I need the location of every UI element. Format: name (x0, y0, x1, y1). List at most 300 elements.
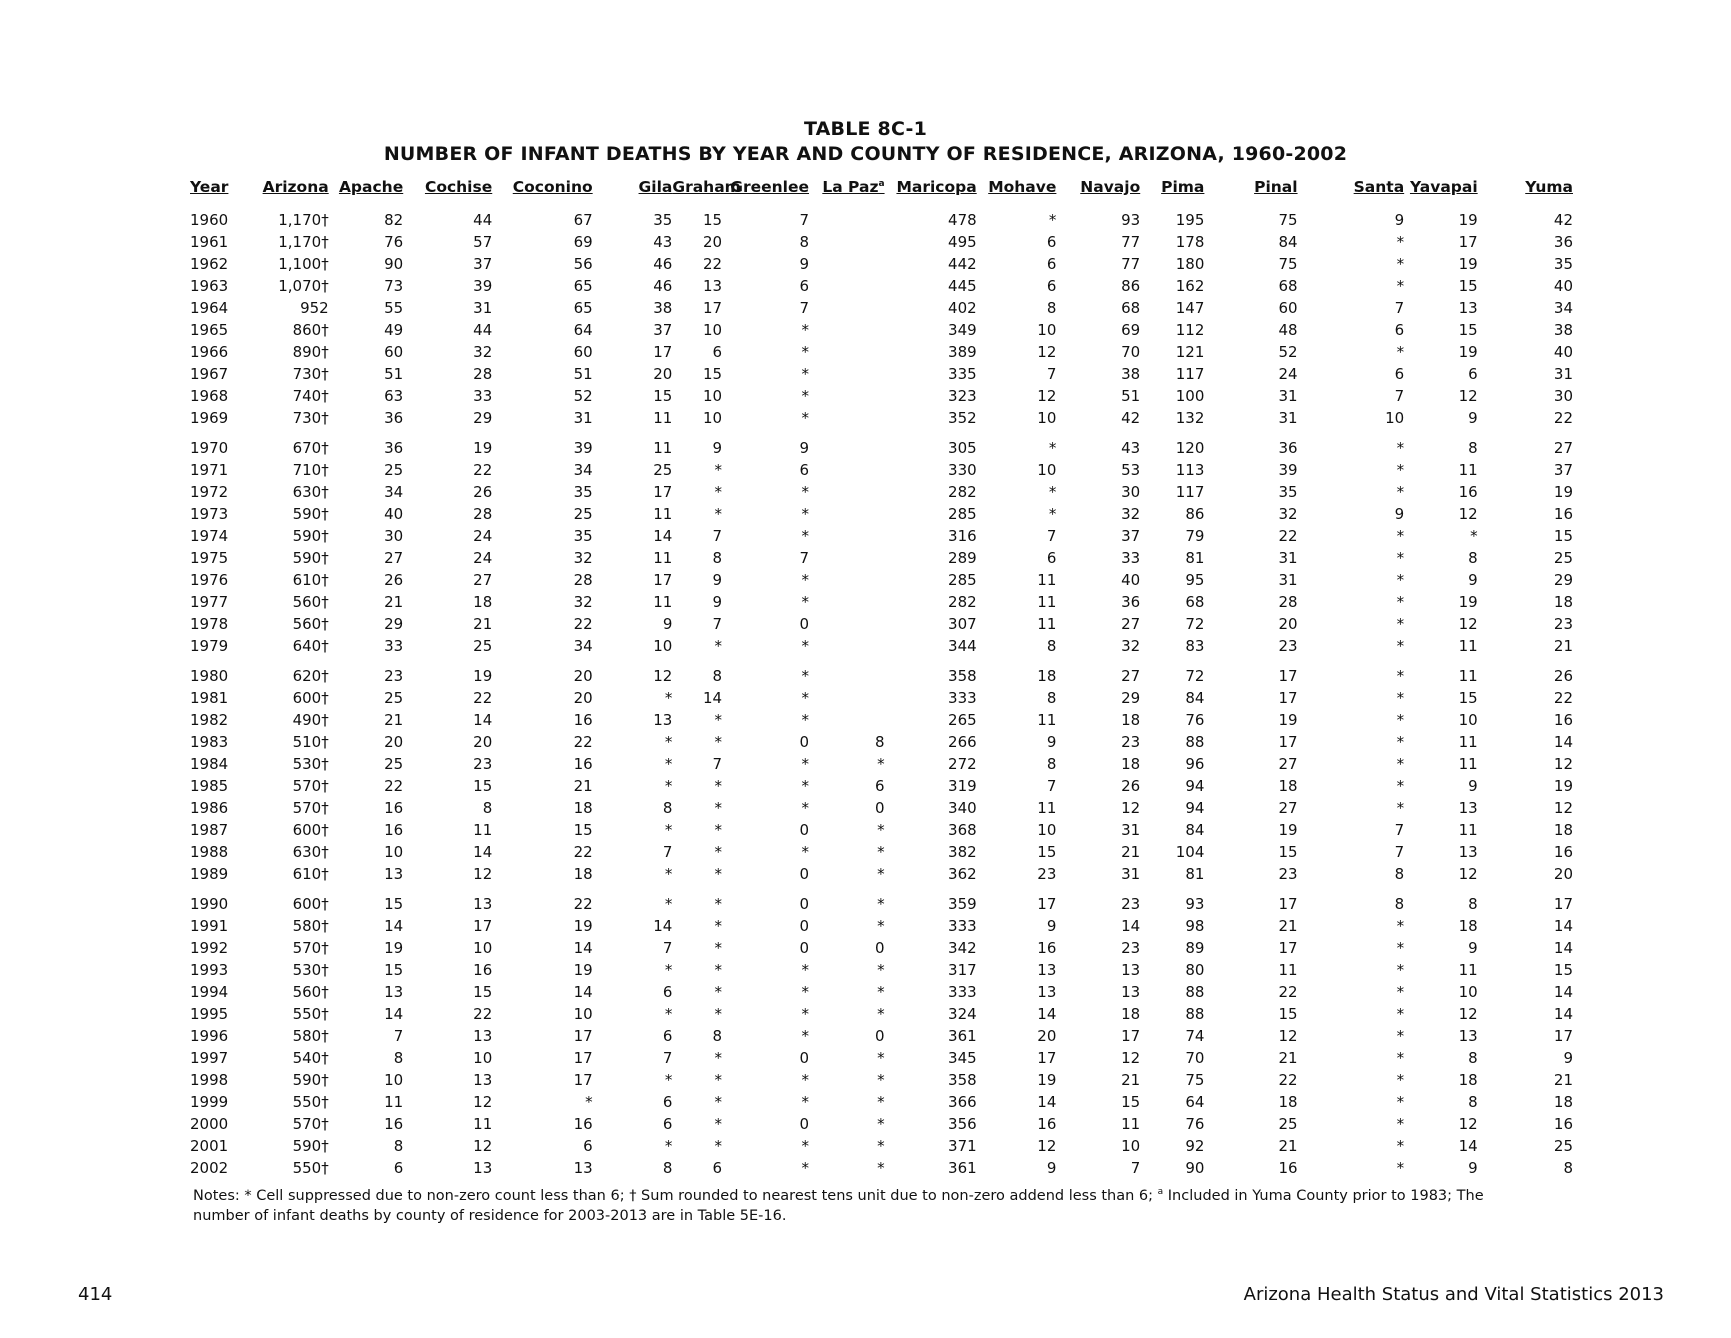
count-cell: * (801, 755, 809, 773)
count-cell: 9 (1468, 571, 1478, 589)
count-cell: 0 (875, 939, 885, 957)
year-cell: 1988 (190, 843, 229, 861)
count-cell: 12 (1458, 615, 1478, 633)
table-row (190, 893, 1573, 915)
count-cell: 17 (1121, 1027, 1141, 1045)
count-cell: 317 (948, 961, 977, 979)
count-cell: 12 (1121, 799, 1141, 817)
count-cell: * (714, 711, 723, 729)
count-cell: 20 (473, 733, 493, 751)
count-cell: 117 (1175, 365, 1205, 383)
count-cell (809, 687, 885, 709)
count-cell: 0 (799, 615, 809, 633)
count-cell: 17 (573, 1049, 593, 1067)
count-cell: 20 (1553, 865, 1573, 883)
count-cell (809, 231, 885, 253)
count-cell: 22 (473, 689, 493, 707)
count-cell: 11 (1037, 571, 1057, 589)
count-cell: 445 (948, 277, 977, 295)
count-cell: 6 (712, 343, 723, 361)
count-cell: 34 (573, 461, 593, 479)
count-cell: 371 (948, 1137, 977, 1155)
count-cell: 16 (384, 1115, 404, 1133)
count-cell: 10 (1458, 711, 1478, 729)
count-cell: 22 (573, 615, 593, 633)
count-cell: 8 (875, 733, 885, 751)
count-cell: 68 (1185, 593, 1205, 611)
count-cell: * (1396, 549, 1405, 567)
column-header-mohave: Mohave (988, 178, 1057, 196)
count-cell: 37 (1121, 527, 1141, 545)
count-cell: 7 (799, 211, 809, 229)
count-cell: 305 (948, 439, 977, 457)
count-cell: 52 (1278, 343, 1298, 361)
column-header-gila: Gila (638, 178, 673, 196)
count-cell: 362 (948, 865, 977, 883)
count-cell: 32 (1121, 637, 1141, 655)
count-cell: 15 (653, 387, 673, 405)
table-body (190, 200, 1573, 1179)
count-cell: 21 (1278, 1049, 1298, 1067)
count-cell: 79 (1185, 527, 1205, 545)
count-cell: 35 (653, 211, 673, 229)
count-cell: 8 (1046, 755, 1057, 773)
count-cell: * (714, 777, 723, 795)
publication-title: Arizona Health Status and Vital Statistics 2013 (1243, 1284, 1664, 1305)
count-cell: 22 (1278, 1071, 1298, 1089)
count-cell: 11 (1278, 961, 1298, 979)
count-cell: 12 (1037, 387, 1057, 405)
count-cell: * (801, 799, 809, 817)
count-cell: 282 (948, 483, 977, 501)
count-cell: 307 (948, 615, 977, 633)
count-cell: 333 (948, 917, 977, 935)
count-cell: 890† (292, 343, 329, 361)
count-cell: 10 (653, 637, 673, 655)
count-cell: 39 (1278, 461, 1298, 479)
count-cell: 40 (1553, 343, 1573, 361)
count-cell: 7 (712, 615, 723, 633)
count-cell: 670† (292, 439, 329, 457)
count-cell: 10 (1037, 409, 1057, 427)
table-row (190, 775, 1573, 797)
count-cell: 25 (653, 461, 673, 479)
year-cell: 1973 (190, 505, 229, 523)
count-cell: 15 (1458, 277, 1478, 295)
count-cell: 10 (1385, 409, 1405, 427)
count-cell: 15 (702, 365, 723, 383)
count-cell: 570† (292, 939, 329, 957)
count-cell: 344 (948, 637, 977, 655)
count-cell: * (714, 733, 723, 751)
count-cell: * (801, 637, 809, 655)
year-cell: 1960 (190, 211, 229, 229)
count-cell: * (1396, 1115, 1405, 1133)
count-cell: 349 (948, 321, 977, 339)
count-cell: * (877, 1093, 885, 1111)
count-cell: * (714, 483, 723, 501)
count-cell: 94 (1185, 777, 1205, 795)
count-cell: 23 (1121, 733, 1141, 751)
count-cell: 11 (473, 1115, 493, 1133)
table-row (190, 407, 1573, 429)
count-cell: 16 (1037, 939, 1057, 957)
table-row (190, 665, 1573, 687)
year-cell: 1966 (190, 343, 229, 361)
column-header-pima: Pima (1161, 178, 1205, 196)
table-row (190, 319, 1573, 341)
count-cell: 120 (1175, 439, 1205, 457)
count-cell: 33 (1121, 549, 1141, 567)
count-cell: 32 (573, 549, 593, 567)
column-header-graham: Graham (672, 178, 741, 196)
year-cell: 1990 (190, 895, 229, 913)
count-cell: 25 (1553, 1137, 1573, 1155)
year-cell: 1976 (190, 571, 229, 589)
count-cell: * (1396, 1071, 1405, 1089)
year-cell: 1970 (190, 439, 229, 457)
count-cell: * (1396, 439, 1405, 457)
count-cell: * (801, 343, 809, 361)
count-cell: 7 (1394, 299, 1405, 317)
count-cell: 11 (1458, 821, 1478, 839)
count-cell: * (714, 1005, 723, 1023)
count-cell: 27 (1121, 667, 1141, 685)
count-cell: * (664, 689, 673, 707)
count-cell: 18 (1278, 1093, 1298, 1111)
count-cell: 361 (948, 1027, 977, 1045)
count-cell: 67 (573, 211, 593, 229)
count-cell: * (714, 961, 723, 979)
count-cell: 15 (1278, 1005, 1298, 1023)
year-cell: 1997 (190, 1049, 229, 1067)
count-cell: 323 (948, 387, 977, 405)
count-cell: 39 (573, 439, 593, 457)
count-cell: * (664, 961, 673, 979)
count-cell: 9 (1563, 1049, 1573, 1067)
count-cell: 358 (948, 1071, 977, 1089)
count-cell: 21 (473, 615, 493, 633)
count-cell: 100 (1175, 387, 1205, 405)
count-cell: 11 (653, 549, 673, 567)
count-cell: 21 (1278, 1137, 1298, 1155)
count-cell: 550† (292, 1093, 329, 1111)
count-cell: 29 (473, 409, 493, 427)
count-cell: 319 (948, 777, 977, 795)
count-cell: 35 (573, 527, 593, 545)
count-cell: 14 (702, 689, 723, 707)
count-cell: 14 (384, 917, 404, 935)
count-cell: 20 (573, 667, 593, 685)
year-cell: 1984 (190, 755, 229, 773)
table-row (190, 547, 1573, 569)
count-cell: 20 (384, 733, 404, 751)
count-cell: 25 (1553, 549, 1573, 567)
count-cell: 21 (384, 711, 404, 729)
count-cell: 1,070† (278, 277, 329, 295)
count-cell: 22 (473, 461, 493, 479)
count-cell: 0 (875, 1027, 885, 1045)
count-cell: 82 (384, 211, 404, 229)
count-cell: 6 (662, 1027, 673, 1045)
header-row (190, 174, 1573, 200)
year-cell: 1991 (190, 917, 229, 935)
count-cell: 13 (1458, 299, 1478, 317)
count-cell: 40 (1553, 277, 1573, 295)
count-cell: 560† (292, 593, 329, 611)
count-cell: 610† (292, 865, 329, 883)
count-cell: 18 (1553, 1093, 1573, 1111)
count-cell: * (877, 1005, 885, 1023)
year-cell: 2000 (190, 1115, 229, 1133)
count-cell: 8 (1468, 439, 1478, 457)
column-header-la-paz: La Paz$^a$ (822, 178, 885, 196)
table-row (190, 959, 1573, 981)
count-cell: 34 (384, 483, 404, 501)
count-cell: 86 (1185, 505, 1205, 523)
count-cell: 12 (1121, 1049, 1141, 1067)
count-cell: * (801, 777, 809, 795)
count-cell: 23 (384, 667, 404, 685)
count-cell: 60 (573, 343, 593, 361)
count-cell: * (1396, 461, 1405, 479)
count-cell: 15 (1553, 961, 1573, 979)
count-cell (809, 525, 885, 547)
count-cell: 64 (1185, 1093, 1205, 1111)
table-row (190, 797, 1573, 819)
year-cell: 1967 (190, 365, 229, 383)
count-cell: 21 (1121, 843, 1141, 861)
year-cell: 1975 (190, 549, 229, 567)
count-cell: 11 (653, 593, 673, 611)
count-cell: 10 (702, 321, 723, 339)
count-cell: 31 (1121, 821, 1141, 839)
count-cell: 352 (948, 409, 977, 427)
table-row (190, 1025, 1573, 1047)
count-cell: 580† (292, 917, 329, 935)
count-cell (809, 253, 885, 275)
count-cell: 22 (573, 733, 593, 751)
count-cell: * (714, 505, 723, 523)
count-cell: 0 (799, 939, 809, 957)
count-cell: * (714, 939, 723, 957)
count-cell: 17 (1278, 667, 1298, 685)
count-cell: 368 (948, 821, 977, 839)
count-cell: 23 (1278, 637, 1298, 655)
count-cell: * (585, 1093, 593, 1111)
count-cell: 14 (1553, 939, 1573, 957)
count-cell: 33 (473, 387, 493, 405)
count-cell: 65 (573, 299, 593, 317)
count-cell: 17 (1553, 895, 1573, 913)
count-cell: 590† (292, 527, 329, 545)
count-cell: 8 (1046, 689, 1057, 707)
count-cell: * (1396, 277, 1405, 295)
count-cell: 550† (292, 1159, 329, 1177)
count-cell: 19 (1553, 777, 1573, 795)
count-cell: 6 (393, 1159, 404, 1177)
count-cell: 75 (1278, 255, 1298, 273)
count-cell: 560† (292, 983, 329, 1001)
count-cell: 19 (1553, 483, 1573, 501)
year-cell: 1971 (190, 461, 229, 479)
count-cell: 16 (1553, 505, 1573, 523)
count-cell: 640† (292, 637, 329, 655)
count-cell: * (1396, 777, 1405, 795)
count-cell: 15 (1458, 689, 1478, 707)
count-cell: * (801, 571, 809, 589)
count-cell: 11 (473, 821, 493, 839)
count-cell: 56 (573, 255, 593, 273)
count-cell: 98 (1185, 917, 1205, 935)
count-cell: 12 (1458, 1115, 1478, 1133)
count-cell: 28 (473, 505, 493, 523)
count-cell: 8 (1563, 1159, 1573, 1177)
count-cell: 6 (1046, 255, 1057, 273)
count-cell: 38 (1553, 321, 1573, 339)
table-row (190, 363, 1573, 385)
count-cell: 730† (292, 409, 329, 427)
count-cell: 42 (1121, 409, 1141, 427)
count-cell: * (877, 1049, 885, 1067)
count-cell: 13 (573, 1159, 593, 1177)
count-cell: 7 (662, 939, 673, 957)
count-cell (809, 297, 885, 319)
count-cell: 14 (573, 983, 593, 1001)
table-row (190, 1113, 1573, 1135)
year-cell: 1989 (190, 865, 229, 883)
count-cell: 75 (1185, 1071, 1205, 1089)
count-cell: 51 (573, 365, 593, 383)
count-cell: 10 (702, 387, 723, 405)
count-cell: 14 (1553, 733, 1573, 751)
count-cell: 12 (1458, 865, 1478, 883)
count-cell: * (1396, 1005, 1405, 1023)
count-cell: * (714, 843, 723, 861)
count-cell: 13 (384, 983, 404, 1001)
count-cell: 6 (1046, 549, 1057, 567)
count-cell: 600† (292, 895, 329, 913)
count-cell: 69 (1121, 321, 1141, 339)
count-cell: 7 (712, 755, 723, 773)
count-cell (809, 275, 885, 297)
count-cell: 21 (1553, 1071, 1573, 1089)
count-cell: * (1048, 211, 1057, 229)
count-cell: 17 (702, 299, 723, 317)
count-cell: 0 (875, 799, 885, 817)
count-cell: 366 (948, 1093, 977, 1111)
count-cell: 22 (1278, 983, 1298, 1001)
count-cell: 9 (799, 255, 809, 273)
count-cell: 93 (1121, 211, 1141, 229)
count-cell: 19 (1458, 593, 1478, 611)
count-cell: * (1396, 733, 1405, 751)
count-cell: 389 (948, 343, 977, 361)
count-cell: 6 (1046, 233, 1057, 251)
count-cell: 34 (573, 637, 593, 655)
count-cell: 402 (948, 299, 977, 317)
count-cell: 42 (1553, 211, 1573, 229)
count-cell: 73 (384, 277, 404, 295)
year-cell: 1978 (190, 615, 229, 633)
count-cell: * (1396, 527, 1405, 545)
count-cell: 16 (573, 711, 593, 729)
column-header-maricopa: Maricopa (896, 178, 977, 196)
count-cell: 9 (1468, 1159, 1478, 1177)
count-cell (809, 635, 885, 657)
count-cell: 7 (1394, 821, 1405, 839)
count-cell: 7 (662, 843, 673, 861)
count-cell: 15 (1553, 527, 1573, 545)
count-cell: * (877, 755, 885, 773)
count-cell: 27 (1121, 615, 1141, 633)
table-row (190, 569, 1573, 591)
count-cell: 46 (653, 277, 673, 295)
count-cell: 630† (292, 843, 329, 861)
count-cell: 28 (473, 365, 493, 383)
count-cell: 18 (1121, 711, 1141, 729)
count-cell: 620† (292, 667, 329, 685)
count-cell: 25 (1278, 1115, 1298, 1133)
count-cell: 14 (1121, 917, 1141, 935)
count-cell: 69 (573, 233, 593, 251)
year-cell: 1983 (190, 733, 229, 751)
count-cell: 7 (799, 549, 809, 567)
count-cell: * (1396, 1049, 1405, 1067)
table-row (190, 503, 1573, 525)
count-cell: 11 (1458, 733, 1478, 751)
count-cell: 359 (948, 895, 977, 913)
count-cell: * (801, 321, 809, 339)
count-cell: 13 (1458, 843, 1478, 861)
count-cell: 14 (1553, 983, 1573, 1001)
count-cell: 23 (1278, 865, 1298, 883)
count-cell: 18 (473, 593, 493, 611)
count-cell: 55 (384, 299, 404, 317)
count-cell: * (664, 1137, 673, 1155)
count-cell: 64 (573, 321, 593, 339)
count-cell: 316 (948, 527, 977, 545)
year-cell: 1979 (190, 637, 229, 655)
count-cell: 17 (653, 571, 673, 589)
count-cell: * (877, 1071, 885, 1089)
count-cell: 19 (573, 961, 593, 979)
count-cell: 90 (1185, 1159, 1205, 1177)
count-cell: * (714, 1137, 723, 1155)
count-cell: 43 (653, 233, 673, 251)
count-cell: 6 (875, 777, 885, 795)
count-cell: 22 (573, 895, 593, 913)
count-cell: 27 (384, 549, 404, 567)
notes-text-part2: Included in Yuma County prior to 1983; The number of infant deaths by county of residence for 2003-2013 are in Table 5E-16. (193, 1188, 1484, 1224)
column-header-yuma: Yuma (1525, 178, 1573, 196)
count-cell: * (801, 1159, 809, 1177)
count-cell: 740† (292, 387, 329, 405)
count-cell: 32 (573, 593, 593, 611)
count-cell: * (801, 483, 809, 501)
table-row (190, 209, 1573, 231)
count-cell: 11 (1037, 799, 1057, 817)
count-cell: * (801, 1137, 809, 1155)
year-cell: 2002 (190, 1159, 229, 1177)
count-cell: 88 (1185, 983, 1205, 1001)
count-cell: 86 (1121, 277, 1141, 295)
count-cell: 16 (1278, 1159, 1298, 1177)
count-cell: 6 (1394, 365, 1405, 383)
count-cell: 8 (393, 1049, 404, 1067)
count-cell (809, 209, 885, 231)
count-cell: * (1396, 689, 1405, 707)
